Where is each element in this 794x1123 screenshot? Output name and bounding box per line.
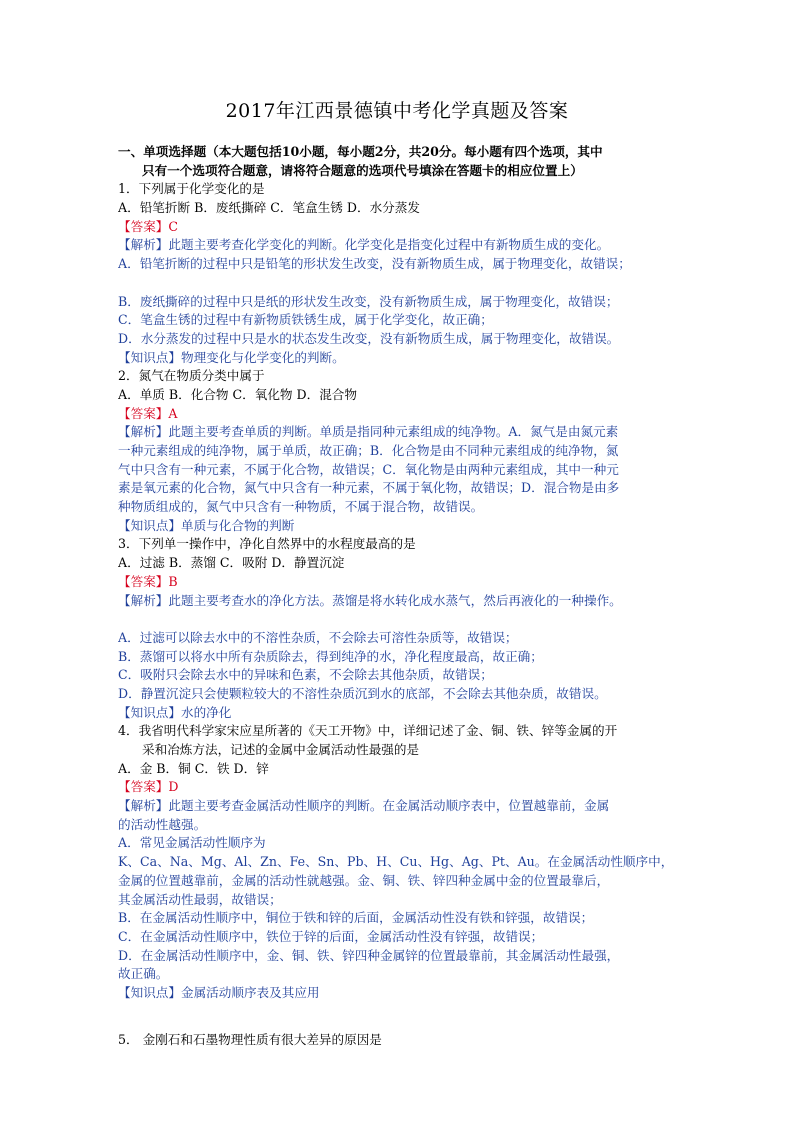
q2-knowledge: 【知识点】单质与化合物的判断: [118, 517, 295, 533]
q3-analysis-d: D．静置沉淀只会使颗粒较大的不溶性杂质沉到水的底部，不会除去其他杂质，故错误。: [118, 685, 607, 701]
q3-answer: 【答案】B: [118, 573, 178, 589]
q1-analysis-b: B．废纸撕碎的过程中只是纸的形状发生改变，没有新物质生成，属于物理变化，故错误；: [118, 293, 619, 309]
q2-answer: 【答案】A: [118, 405, 178, 421]
page-title: 2017年江西景德镇中考化学真题及答案: [225, 100, 569, 122]
q3-stem: 3．下列单一操作中，净化自然界中的水程度最高的是: [118, 536, 416, 552]
q3-analysis-a: A．过滤可以除去水中的不溶性杂质，不会除去可溶性杂质等，故错误；: [118, 629, 518, 645]
q3-analysis-c: C．吸附只会除去水中的异味和色素，不会除去其他杂质，故错误；: [118, 667, 493, 683]
q2-analysis-3: 气中只含有一种元素，不属于化合物，故错误；C．氧化物是由两种元素组成，其中一种元: [118, 461, 619, 477]
q4-analysis-1: 【解析】此题主要考查金属活动性顺序的判断。在金属活动顺序表中，位置越靠前，金属: [118, 798, 610, 814]
q1-knowledge: 【知识点】物理变化与化学变化的判断。: [118, 349, 345, 365]
blank-line: [118, 610, 678, 629]
q4-options: A．金 B．铜 C．铁 D．锌: [118, 760, 269, 776]
q4-stem: 4．我省明代科学家宋应星所著的《天工开物》中，详细记述了金、铜、铁、锌等金属的开: [118, 723, 618, 739]
q1-analysis-a: A．铅笔折断的过程中只是铅笔的形状发生改变，没有新物质生成，属于物理变化，故错误；: [118, 256, 631, 272]
q4-analysis-10: 故正确。: [118, 966, 169, 982]
q1-stem: 1．下列属于化学变化的是: [118, 181, 265, 197]
q3-analysis-b: B．蒸馏可以将水中所有杂质除去，得到纯净的水，净化程度最高，故正确；: [118, 648, 543, 664]
q1-answer: 【答案】C: [118, 218, 179, 234]
q4-analysis-5: 金属的位置越靠前，金属的活动性就越强。金、铜、铁、锌四种金属中金的位置最靠后，: [118, 872, 610, 888]
document-body: [118, 143, 678, 1049]
q1-analysis: 【解析】此题主要考查化学变化的判断。化学变化是指变化过程中有新物质生成的变化。: [118, 237, 610, 253]
q4-analysis-9: D．在金属活动性顺序中，金、铜、铁、锌四种金属锌的位置最靠前，其金属活动性最强，: [118, 947, 620, 963]
q2-options: A．单质 B．化合物 C．氧化物 D．混合物: [118, 386, 357, 402]
q1-options: A．铅笔折断 B．废纸撕碎 C．笔盒生锈 D．水分蒸发: [118, 200, 420, 216]
q5-stem: 5． 金刚石和石墨物理性质有很大差异的原因是: [118, 1031, 382, 1047]
q4-analysis-3: A．常见金属活动性顺序为: [118, 835, 266, 851]
q4-analysis-7: B．在金属活动性顺序中，铜位于铁和锌的后面，金属活动性没有铁和锌强，故错误；: [118, 910, 594, 926]
q1-analysis-c: C．笔盒生锈的过程中有新物质铁锈生成，属于化学变化，故正确；: [118, 312, 493, 328]
q4-stem-cont: 采和冶炼方法，记述的金属中金属活动性最强的是: [142, 742, 420, 757]
q4-analysis-2: 的活动性越强。: [118, 816, 207, 832]
q2-analysis-1: 【解析】此题主要考查单质的判断。单质是指同种元素组成的纯净物。A．氮气是由氮元素: [118, 424, 619, 440]
q3-analysis: 【解析】此题主要考查水的净化方法。蒸馏是将水转化成水蒸气，然后再液化的一种操作。: [118, 592, 622, 608]
blank-line: [118, 1003, 678, 1031]
q2-analysis-4: 素是氧元素的化合物，氮气中只含有一种元素，不属于氧化物，故错误；D．混合物是由多: [118, 480, 620, 496]
q3-options: A．过滤 B．蒸馏 C．吸附 D．静置沉淀: [118, 555, 345, 571]
q3-knowledge: 【知识点】水的净化: [118, 704, 232, 720]
q4-analysis-4: K、Ca、Na、Mg、Al、Zn、Fe、Sn、Pb、H、Cu、Hg、Ag、Pt、Au。在金属活动性顺序中，: [118, 854, 674, 870]
q4-analysis-8: C．在金属活动性顺序中，铁位于锌的后面，金属活动性没有锌强，故错误；: [118, 928, 544, 944]
section-heading-cont: 只有一个选项符合题意，请将符合题意的选项代号填涂在答题卡的相应位置上）: [142, 162, 583, 178]
q2-analysis-5: 种物质组成的，氮气中只含有一种物质，不属于混合物，故错误。: [118, 499, 484, 515]
section-heading: 一、单项选择题（本大题包括10小题，每小题2分，共20分。每小题有四个选项，其中: [118, 144, 603, 159]
q1-analysis-d: D．水分蒸发的过程中只是水的状态发生改变，没有新物质生成，属于物理变化，故错误。: [118, 330, 620, 346]
q4-knowledge: 【知识点】金属活动顺序表及其应用: [118, 984, 320, 1000]
q4-analysis-6: 其金属活动性最弱，故错误；: [118, 891, 282, 907]
q2-stem: 2．氮气在物质分类中属于: [118, 368, 265, 384]
blank-line: [118, 274, 678, 293]
q2-analysis-2: 一种元素组成的纯净物，属于单质，故正确；B．化合物是由不同种元素组成的纯净物，氮: [118, 443, 619, 458]
q4-answer: 【答案】D: [118, 779, 179, 795]
